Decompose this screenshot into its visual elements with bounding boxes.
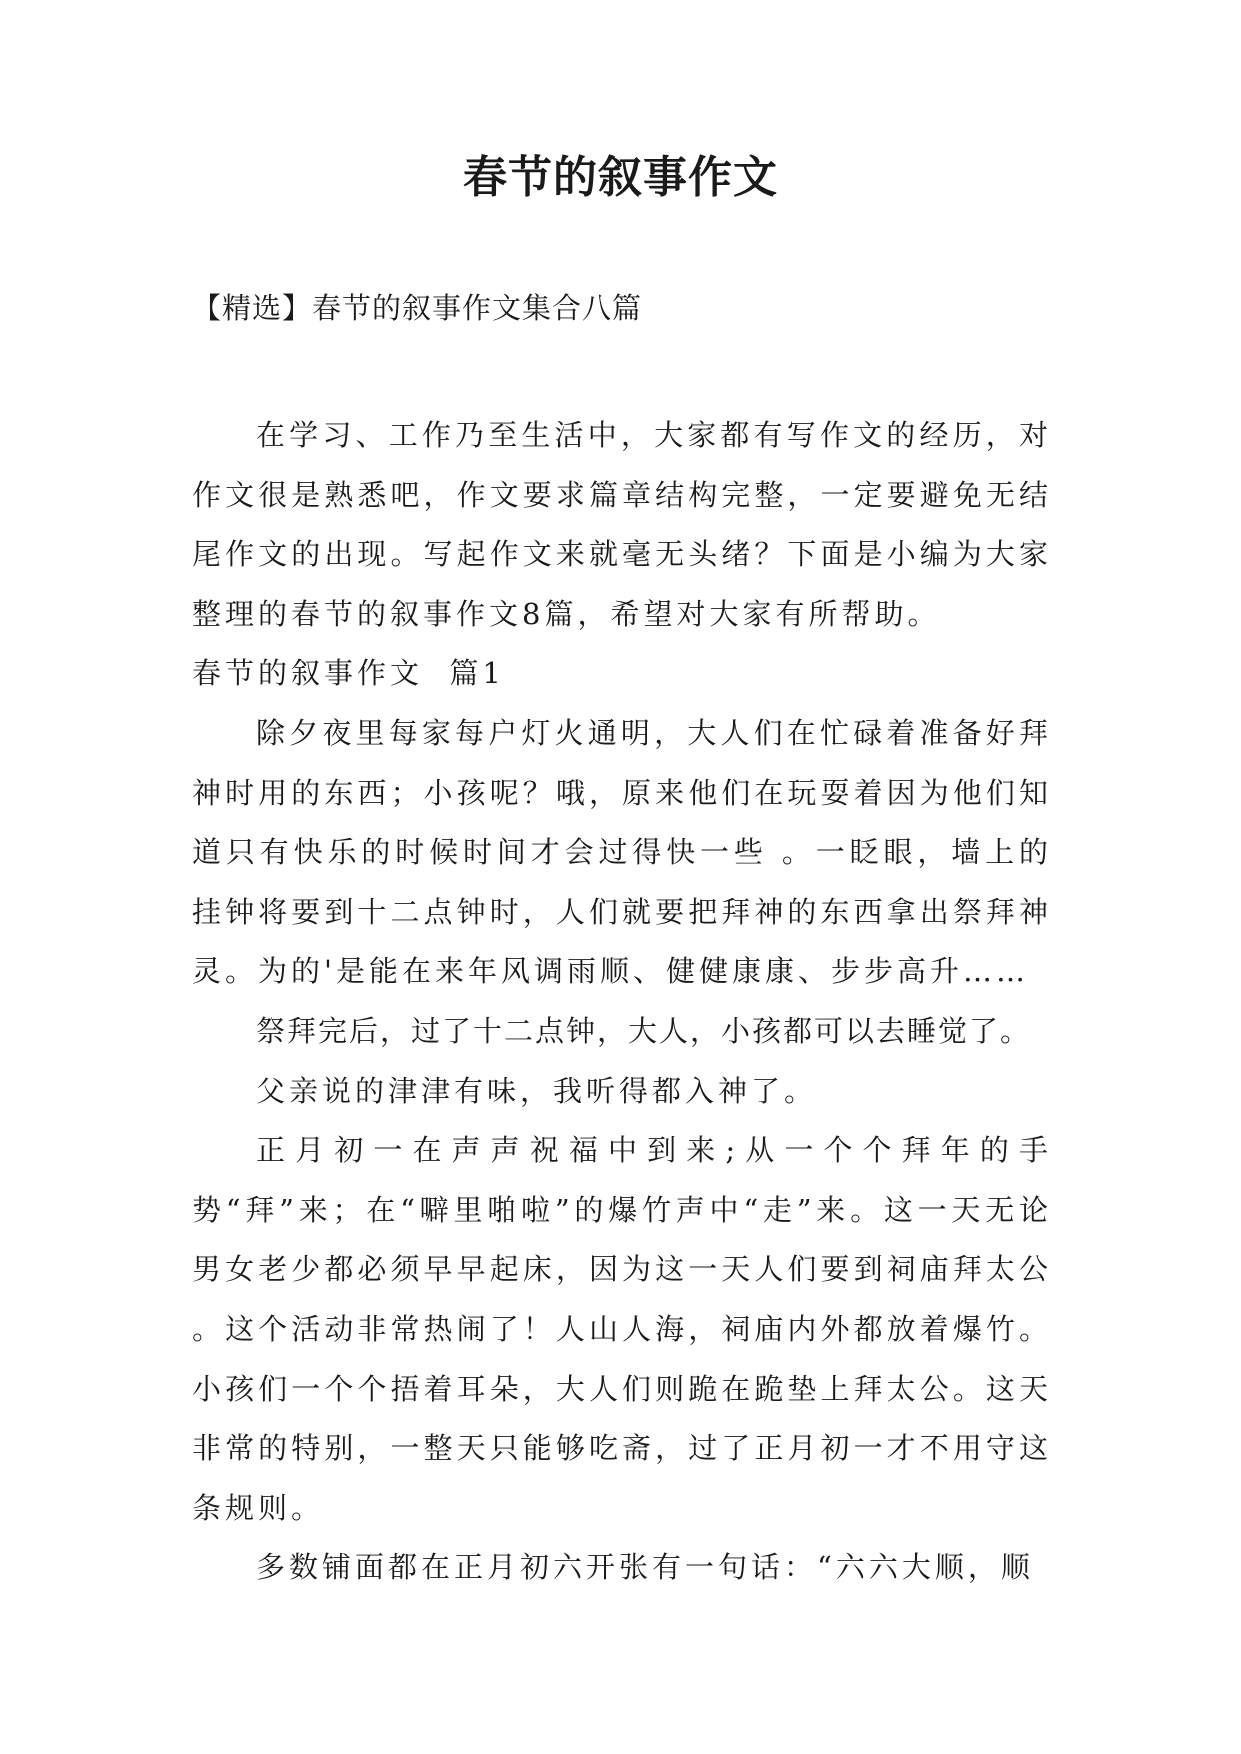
section-heading: 春节的叙事作文 篇1	[192, 656, 505, 691]
body-paragraph: 多数铺面都在正月初六开张有一句话：“六六大顺，顺	[256, 1550, 1034, 1585]
body-paragraph: 父亲说的津津有味，我听得都入神了。	[256, 1073, 818, 1108]
body-paragraph: 祭拜完后，过了十二点钟，大人，小孩都可以去睡觉了。	[256, 1013, 1032, 1048]
document-body	[192, 406, 1052, 1598]
document-subtitle: 【精选】春节的叙事作文集合八篇	[192, 291, 643, 325]
document-title: 春节的叙事作文	[463, 152, 778, 203]
body-paragraph: 正月初一在声声祝福中到来;从一个个拜年的手势“拜”来；在“噼里啪啦”的爆竹声中“走”来。这一天无论男女老少都必须早早起床，因为这一天人们要到祠庙拜太公 。这个活动非常热闹了！人山人海，祠庙内外都放着爆竹。小孩们一个个捂着耳朵，大人们则跪在跪垫上拜太公。这天非常的特别，一整天只能够吃斋，过了正月初一才不用守这条规则。	[192, 1133, 1052, 1525]
body-paragraph: 除夕夜里每家每户灯火通明，大人们在忙碌着准备好拜神时用的东西；小孩呢？哦，原来他们在玩耍着因为他们知道只有快乐的时候时间才会过得快一些 。一眨眼，墙上的挂钟将要到十二点钟时，人们就要把拜神的东西拿出祭拜神灵。为的'是能在来年风调雨顺、健健康康、步步高升……	[192, 715, 1052, 989]
intro-paragraph: 在学习、工作乃至生活中，大家都有写作文的经历，对作文很是熟悉吧，作文要求篇章结构完整，一定要避免无结尾作文的出现。写起作文来就毫无头绪？下面是小编为大家整理的春节的叙事作文8篇，希望对大家有所帮助。	[192, 418, 1052, 631]
